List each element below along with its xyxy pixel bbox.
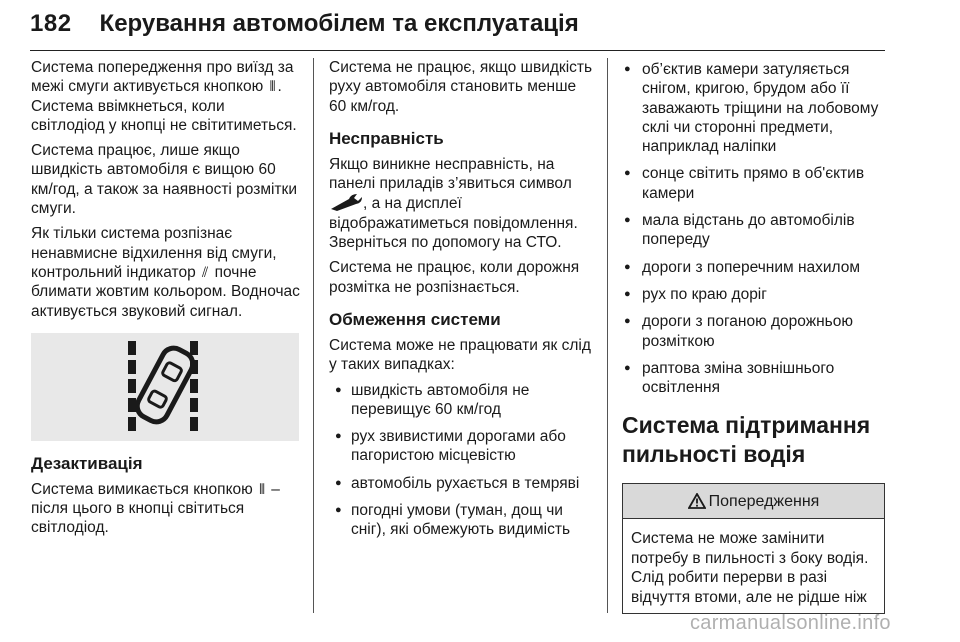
- bullet-list: [622, 60, 885, 397]
- warning-text: Система не може замінити потребу в пильності з боку водія. Слід робити перерви в разі відчуття втоми, але не рідше ніж: [631, 530, 869, 606]
- text: . Система ввімкнеться, коли світлодіод у кнопці не світитиметься.: [31, 78, 297, 134]
- list-item: ● дороги з поганою дорожньою розміткою: [622, 312, 885, 351]
- section-title: Система підтримання пильності водія: [622, 412, 871, 468]
- list-item: ● швидкість автомобіля не перевищує 60 км/год: [329, 381, 597, 420]
- lane-departure-button-icon: ⫴: [269, 78, 276, 95]
- wrench-icon: [329, 193, 363, 211]
- column-2: [329, 58, 597, 548]
- text: , а на дисплеї відображатиметься повідомлення. Зверніться по допомогу на СТО.: [329, 195, 578, 252]
- paragraph: Система працює, лише якщо швидкість автомобіля є вищою 60 км/год, а також за наявності розмітки смуги.: [31, 142, 297, 218]
- list-item: ● рух звивистими дорогами або пагористою місцевістю: [329, 427, 597, 466]
- paragraph: [31, 480, 301, 538]
- warning-title: Попередження: [708, 492, 820, 510]
- column-3: [622, 58, 885, 614]
- list-item: ● об’єктив камери затуляється снігом, кригою, брудом або її заважають тріщини на лобовому склі чи сторонні предмети, наприклад наліпки: [622, 60, 885, 156]
- warning-triangle-icon: [688, 493, 706, 509]
- text: – після цього в кнопці світиться світлодіод.: [31, 480, 280, 537]
- list-item: ● погодні умови (туман, дощ чи сніг), які обмежують видимість: [329, 501, 597, 540]
- running-title: Керування автомобілем та експлуатація: [99, 10, 579, 37]
- column-divider: [313, 58, 314, 613]
- text: Система попередження про виїзд за межі смуги активується кнопкою: [31, 59, 294, 96]
- paragraph: Система не працює, коли дорожня розмітка не розпізнається.: [329, 259, 580, 296]
- section-heading: Обмеження системи: [329, 309, 501, 329]
- lane-departure-indicator-icon: ⫽: [202, 263, 209, 280]
- text: почне блимати жовтим кольором. Водночас активується звуковий сигнал.: [31, 263, 300, 320]
- column-divider: [607, 58, 608, 613]
- paragraph: Система може не працювати як слід у таких випадках:: [329, 336, 591, 374]
- lane-departure-illustration: [31, 333, 299, 441]
- list-item: ● раптова зміна зовнішнього освітлення: [622, 359, 885, 398]
- page-header: [30, 4, 930, 44]
- paragraph: Система не працює, якщо швидкість руху автомобіля становить менше 60 км/год.: [329, 59, 593, 115]
- bullet-list: [329, 381, 597, 540]
- header-rule: [30, 50, 885, 51]
- text: Якщо виникне несправність, на панелі приладів з’явиться символ: [329, 155, 572, 193]
- list-item: ● сонце світить прямо в об'єктив камери: [622, 164, 885, 203]
- paragraph: [31, 224, 301, 320]
- text: Система вимикається кнопкою: [31, 480, 253, 498]
- column-1: [31, 58, 301, 544]
- list-item: ● рух по краю доріг: [622, 285, 885, 304]
- warning-header: [623, 484, 884, 519]
- section-heading: Дезактивація: [31, 453, 143, 473]
- paragraph: [31, 58, 301, 135]
- lane-departure-button-icon: ⫴: [259, 480, 265, 497]
- list-item: ● дороги з поперечним нахилом: [622, 258, 885, 277]
- warning-box: [622, 483, 885, 614]
- text: Як тільки система розпізнає ненавмисне відхилення від смуги, контрольний індикатор: [31, 225, 277, 281]
- list-item: ● мала відстань до автомобілів попереду: [622, 211, 885, 250]
- watermark: carmanualsonline.info: [690, 612, 891, 634]
- list-item: ● автомобіль рухається в темряві: [329, 474, 597, 493]
- lane-car-icon: [31, 333, 299, 441]
- paragraph: [329, 155, 597, 252]
- page-number: 182: [30, 10, 72, 37]
- section-heading: Несправність: [329, 128, 444, 148]
